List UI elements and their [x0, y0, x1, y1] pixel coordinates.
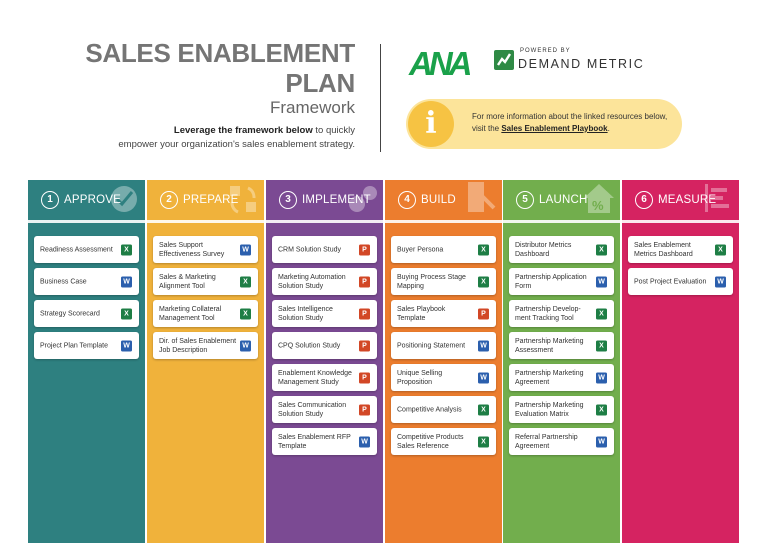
resource-link[interactable] [509, 268, 614, 295]
column-items [622, 223, 739, 295]
resource-link[interactable] [153, 236, 258, 263]
playbook-link[interactable]: Sales Enablement Playbook [501, 124, 608, 133]
resource-label: Post Project Evaluation [634, 278, 707, 285]
resource-link[interactable] [509, 236, 614, 263]
resource-link[interactable] [153, 300, 258, 327]
word-file-icon: W [359, 436, 370, 447]
resource-label: Referral Partnership Agreement [515, 433, 578, 450]
step-number: 4 [398, 191, 416, 209]
ppt-file-icon: P [359, 244, 370, 255]
intro-text [40, 124, 355, 152]
resource-link[interactable] [272, 300, 377, 327]
word-file-icon: W [478, 372, 489, 383]
resource-link[interactable] [34, 236, 139, 263]
resource-label: Marketing Automation Solution Study [278, 273, 346, 290]
resource-label: Partnership Application Form [515, 273, 587, 290]
powered-by-label: POWERED BY [520, 48, 571, 54]
ppt-file-icon: P [359, 308, 370, 319]
resource-link[interactable] [391, 428, 496, 455]
resource-link[interactable] [34, 268, 139, 295]
word-file-icon: W [596, 276, 607, 287]
resource-label: Marketing Collateral Management Tool [159, 305, 222, 322]
title-block [40, 38, 355, 118]
column-launch [503, 180, 620, 543]
resource-link[interactable] [509, 428, 614, 455]
resource-label: Enablement Knowledge Management Study [278, 369, 352, 386]
resource-link[interactable] [34, 300, 139, 327]
column-items [28, 223, 145, 359]
ppt-file-icon: P [359, 340, 370, 351]
excel-file-icon: X [121, 244, 132, 255]
column-items [147, 223, 264, 359]
excel-file-icon: X [478, 276, 489, 287]
resource-label: Sales Enablement RFP Template [278, 433, 351, 450]
resource-link[interactable] [628, 236, 733, 263]
resource-label: Business Case [40, 278, 87, 285]
excel-file-icon: X [596, 308, 607, 319]
word-file-icon: W [240, 340, 251, 351]
resource-label: Sales & Marketing Alignment Tool [159, 273, 216, 290]
ppt-file-icon: P [359, 276, 370, 287]
column-title: IMPLEMENT [302, 194, 371, 206]
resource-link[interactable] [391, 396, 496, 423]
column-title: MEASURE [658, 194, 717, 206]
word-file-icon: W [596, 372, 607, 383]
excel-file-icon: X [240, 276, 251, 287]
resource-link[interactable] [628, 268, 733, 295]
column-header-approve[interactable] [28, 180, 145, 220]
info-icon: i [408, 101, 454, 147]
excel-file-icon: X [596, 404, 607, 415]
column-measure [622, 180, 739, 543]
resource-label: Partnership Develop-ment Tracking Tool [515, 305, 581, 322]
resource-link[interactable] [391, 332, 496, 359]
excel-file-icon: X [478, 404, 489, 415]
page-title: SALES ENABLEMENT PLAN [85, 38, 355, 98]
ppt-file-icon: P [359, 372, 370, 383]
resource-label: Partnership Marketing Assessment [515, 337, 584, 354]
column-title: LAUNCH [539, 194, 588, 206]
resource-label: CRM Solution Study [278, 246, 342, 253]
resource-link[interactable] [272, 428, 377, 455]
resource-label: Sales Playbook Template [397, 305, 446, 322]
resource-link[interactable] [509, 332, 614, 359]
info-message: For more information about the linked resources below, visit the [472, 112, 668, 133]
resource-label: Unique Selling Proposition [397, 369, 443, 386]
word-file-icon: W [121, 276, 132, 287]
resource-link[interactable] [272, 268, 377, 295]
column-prepare [147, 180, 264, 543]
resource-label: Sales Enablement Metrics Dashboard [634, 241, 693, 258]
demand-metric-name: DEMAND METRIC [518, 57, 645, 71]
resource-link[interactable] [34, 332, 139, 359]
intro-line2: empower your organization's sales enablement strategy. [118, 139, 355, 150]
column-header-implement[interactable] [266, 180, 383, 220]
resource-label: Competitive Analysis [397, 406, 462, 413]
resource-link[interactable] [272, 364, 377, 391]
excel-file-icon: X [121, 308, 132, 319]
excel-file-icon: X [596, 340, 607, 351]
excel-file-icon: X [478, 436, 489, 447]
info-suffix: . [607, 124, 610, 133]
resource-label: Distributor Metrics Dashboard [515, 241, 572, 258]
excel-file-icon: X [715, 244, 726, 255]
word-file-icon: W [715, 276, 726, 287]
resource-link[interactable] [391, 268, 496, 295]
info-text [472, 111, 677, 135]
excel-file-icon: X [240, 308, 251, 319]
demand-metric-icon [494, 50, 514, 70]
resource-label: Partnership Marketing Evaluation Matrix [515, 401, 584, 418]
resource-link[interactable] [391, 236, 496, 263]
intro-bold: Leverage the framework below [173, 125, 313, 136]
step-number: 5 [516, 191, 534, 209]
intro-rest: to quickly [312, 125, 355, 136]
resource-link[interactable] [272, 236, 377, 263]
svg-text:ANA: ANA [409, 45, 469, 80]
step-number: 3 [279, 191, 297, 209]
column-title: BUILD [421, 194, 456, 206]
resource-label: Readiness Assessment [40, 246, 113, 253]
column-build [385, 180, 502, 543]
column-header-launch[interactable] [503, 180, 620, 220]
step-number: 1 [41, 191, 59, 209]
ppt-file-icon: P [478, 308, 489, 319]
step-number: 2 [160, 191, 178, 209]
word-file-icon: W [121, 340, 132, 351]
resource-label: Sales Support Effectiveness Survey [159, 241, 225, 258]
word-file-icon: W [596, 436, 607, 447]
resource-link[interactable] [272, 396, 377, 423]
blueprint-icon [464, 180, 498, 219]
resource-link[interactable] [153, 268, 258, 295]
column-items [385, 223, 502, 455]
resource-label: Project Plan Template [40, 342, 108, 349]
svg-text:%: % [592, 198, 604, 213]
resource-link[interactable] [509, 396, 614, 423]
column-approve [28, 180, 145, 543]
column-header-build[interactable] [385, 180, 502, 220]
info-banner [406, 99, 682, 149]
resource-label: Sales Intelligence Solution Study [278, 305, 333, 322]
resource-link[interactable] [153, 332, 258, 359]
page-subtitle: Framework [269, 98, 355, 117]
resource-link[interactable] [391, 364, 496, 391]
ppt-file-icon: P [359, 404, 370, 415]
column-title: APPROVE [64, 194, 122, 206]
resource-label: Partnership Marketing Agreement [515, 369, 584, 386]
resource-link[interactable] [272, 332, 377, 359]
column-items [503, 223, 620, 455]
column-implement [266, 180, 383, 543]
column-header-measure[interactable] [622, 180, 739, 220]
resource-label: Dir. of Sales Enablement Job Description [159, 337, 237, 354]
header-divider [380, 44, 381, 152]
resource-label: Positioning Statement [397, 342, 466, 349]
resource-link[interactable] [509, 300, 614, 327]
resource-label: Buying Process Stage Mapping [397, 273, 466, 290]
resource-label: Buyer Persona [397, 246, 444, 253]
ana-logo [408, 42, 470, 80]
excel-file-icon: X [596, 244, 607, 255]
word-file-icon: W [478, 340, 489, 351]
column-header-prepare[interactable] [147, 180, 264, 220]
column-title: PREPARE [183, 194, 239, 206]
step-number: 6 [635, 191, 653, 209]
resource-label: CPQ Solution Study [278, 342, 341, 349]
resource-label: Sales Communication Solution Study [278, 401, 347, 418]
resource-label: Strategy Scorecard [40, 310, 100, 317]
excel-file-icon: X [478, 244, 489, 255]
resource-link[interactable] [391, 300, 496, 327]
resource-link[interactable] [509, 364, 614, 391]
resource-label: Competitive Products Sales Reference [397, 433, 464, 450]
column-items [266, 223, 383, 455]
word-file-icon: W [240, 244, 251, 255]
